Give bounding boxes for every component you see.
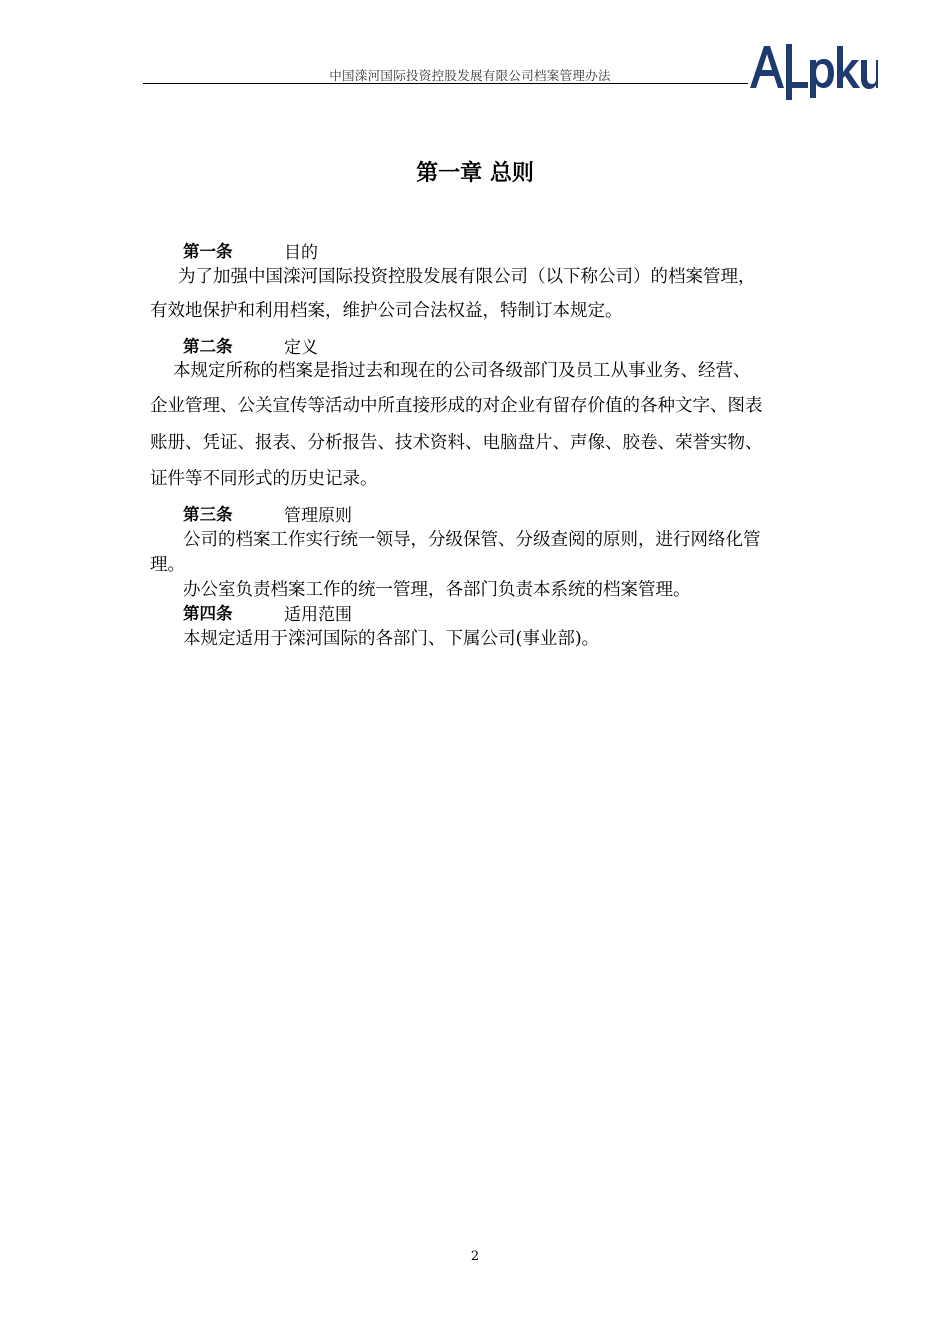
chapter-title: 第一章 总则 [416, 161, 534, 186]
company-logo [748, 38, 878, 100]
article-heading: 管理原则 [284, 506, 352, 526]
paragraph-line: 理。 [150, 555, 185, 575]
page-number: 2 [470, 1249, 480, 1264]
paragraph-line: 企业管理、公关宣传等活动中所直接形成的对企业有留存价值的各种文字、图表 [150, 396, 763, 416]
article-heading: 定义 [284, 338, 318, 358]
article-heading: 适用范围 [284, 605, 352, 625]
article-number: 第三条 [183, 505, 233, 524]
paragraph-line: 本规定所称的档案是指过去和现在的公司各级部门及员工从事业务、经营、 [173, 361, 751, 381]
paragraph-line: 本规定适用于滦河国际的各部门、下属公司(事业部)。 [183, 629, 600, 649]
paragraph-line: 公司的档案工作实行统一领导，分级保管、分级查阅的原则，进行网络化管 [183, 530, 761, 550]
paragraph-line: 账册、凭证、报表、分析报告、技术资料、电脑盘片、声像、胶卷、荣誉实物、 [150, 433, 763, 453]
paragraph-line: 为了加强中国滦河国际投资控股发展有限公司（以下称公司）的档案管理， [178, 267, 756, 287]
paragraph-line: 办公室负责档案工作的统一管理，各部门负责本系统的档案管理。 [183, 580, 691, 600]
article-number: 第四条 [183, 604, 233, 623]
article-number: 第二条 [183, 337, 233, 356]
paragraph-line: 有效地保护和利用档案，维护公司合法权益，特制订本规定。 [150, 301, 623, 321]
paragraph-line: 证件等不同形式的历史记录。 [150, 469, 378, 489]
article-number: 第一条 [183, 242, 233, 261]
article-heading: 目的 [284, 243, 318, 263]
running-header-title: 中国滦河国际投资控股发展有限公司档案管理办法 [329, 68, 611, 83]
